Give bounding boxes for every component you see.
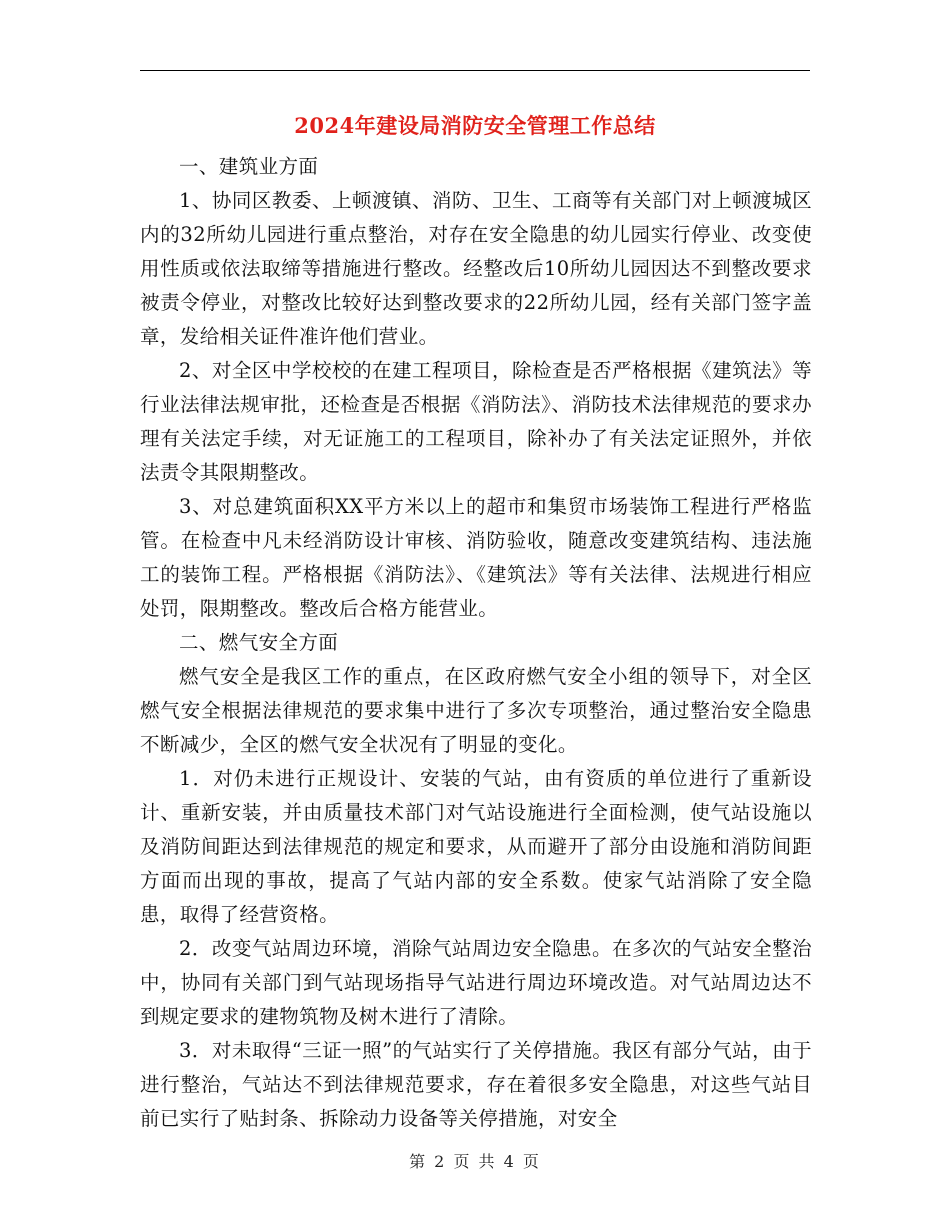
paragraph: 2、对全区中学校校的在建工程项目，除检查是否严格根据《建筑法》等行业法律法规审批，还检查是否根据《消防法》、消防技术法律规范的要求办理有关法定手续，对无证施工的工程项目，除补办了有关法定证照外，并依法责令其限期整改。 (140, 359, 812, 484)
paragraph: 燃气安全是我区工作的重点，在区政府燃气安全小组的领导下，对全区燃气安全根据法律规范的要求集中进行了多次专项整治，通过整治安全隐患不断减少，全区的燃气安全状况有了明显的变化。 (140, 665, 812, 756)
paragraph: 1、协同区教委、上顿渡镇、消防、卫生、工商等有关部门对上顿渡城区内的32所幼儿园进行重点整治，对存在安全隐患的幼儿园实行停业、改变使用性质或依法取缔等措施进行整改。经整改后10所幼儿园因达不到整改要求被责令停业，对整改比较好达到整改要求的22所幼儿园，经有关部门签字盖章，发给相关证件准许他们营业。 (140, 189, 812, 348)
paragraph: 3．对未取得“三证一照”的气站实行了关停措施。我区有部分气站，由于进行整治，气站达不到法律规范要求，存在着很多安全隐患，对这些气站目前已实行了贴封条、拆除动力设备等关停措施，对安全 (140, 1039, 812, 1130)
document-title: 2024年建设局消防安全管理工作总结 (294, 113, 656, 138)
header-rule (140, 70, 810, 71)
document-body (140, 150, 812, 1136)
paragraph: 2．改变气站周边环境，消除气站周边安全隐患。在多次的气站安全整治中，协同有关部门到气站现场指导气站进行周边环境改造。对气站周边达不到规定要求的建物筑物及树木进行了清除。 (140, 937, 812, 1028)
paragraph: 3、对总建筑面积XX平方米以上的超市和集贸市场装饰工程进行严格监管。在检查中凡未经消防设计审核、消防验收，随意改变建筑结构、违法施工的装饰工程。严格根据《消防法》、《建筑法》等有关法律、法规进行相应处罚，限期整改。整改后合格方能营业。 (140, 495, 812, 620)
section-heading-gas-safety: 二、燃气安全方面 (179, 631, 339, 654)
section-heading-construction: 一、建筑业方面 (179, 155, 319, 178)
paragraph: 1．对仍未进行正规设计、安装的气站，由有资质的单位进行了重新设计、重新安装，并由质量技术部门对气站设施进行全面检测，使气站设施以及消防间距达到法律规范的规定和要求，从而避开了部分由设施和消防间距方面而出现的事故，提高了气站内部的安全系数。使家气站消除了安全隐患，取得了经营资格。 (140, 767, 812, 926)
page-number: 第 2 页 共 4 页 (409, 1152, 541, 1171)
